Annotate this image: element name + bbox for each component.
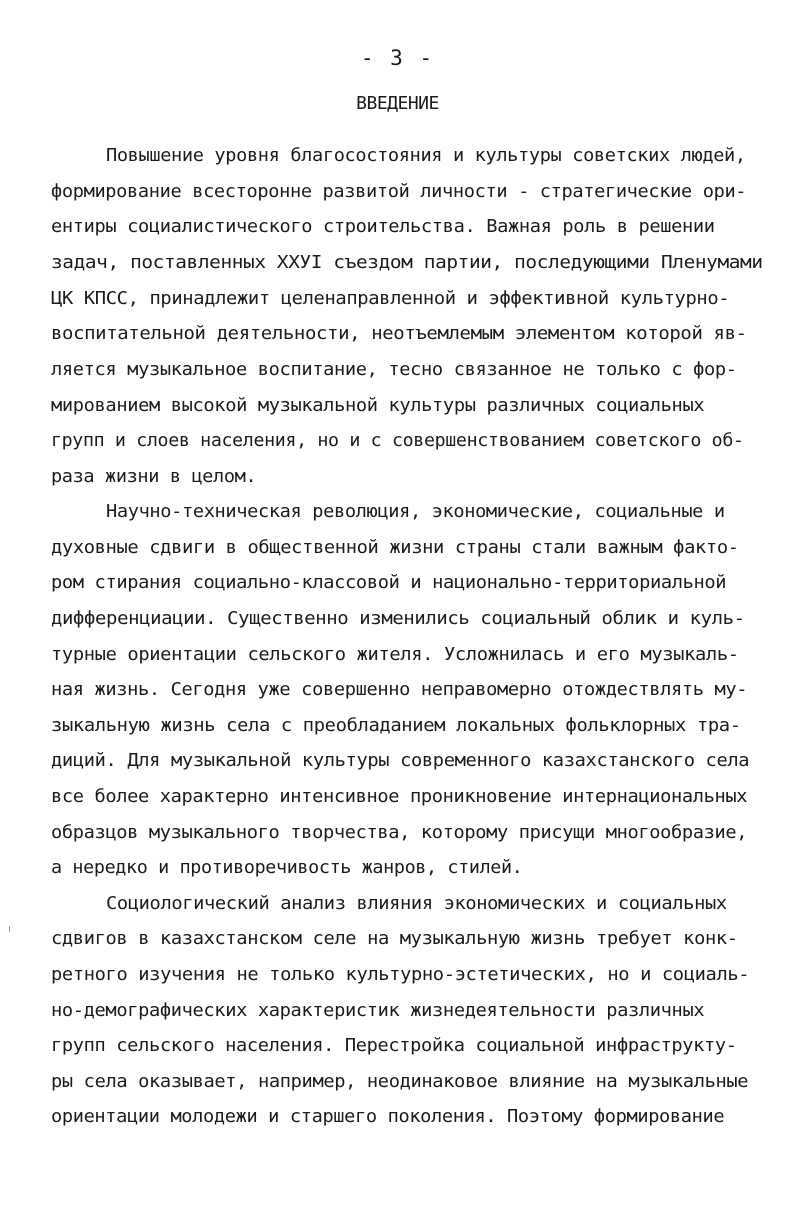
text-line: но-демографических характеристик жизнедеятельности различных: [51, 1000, 705, 1021]
text-line: групп и слоев населения, но и с совершенствованием советского об-: [51, 430, 744, 451]
text-line: Социологический анализ влияния экономических и социальных: [106, 893, 727, 914]
text-line: духовные сдвиги в общественной жизни страны стали важным факто-: [51, 537, 739, 558]
text-line: а нередко и противоречивость жанров, стилей.: [51, 857, 523, 878]
text-line: групп сельского населения. Перестройка социальной инфраструкту-: [51, 1035, 737, 1056]
text-line: задач, поставленных ХХУI съездом партии, последующими Пленумами: [51, 252, 763, 273]
text-line: ориентации молодежи и старшего поколения. Поэтому формирование: [51, 1106, 725, 1127]
text-line: ЦК КПСС, принадлежит целенаправленной и эффективной культурно-: [51, 288, 730, 309]
text-line: зыкальную жизнь села с преобладанием локальных фольклорных тра-: [51, 715, 741, 736]
text-line: ляется музыкальное воспитание, тесно связанное не только с фор-: [51, 359, 737, 380]
text-line: ром стирания социально-классовой и национально-территориальной: [51, 572, 727, 593]
text-line: диций. Для музыкальной культуры современного казахстанского села: [51, 750, 750, 771]
page-number: - 3 -: [360, 46, 435, 70]
text-line: раза жизни в целом.: [51, 466, 257, 487]
text-line: формирование всесторонне развитой личности - стратегические ори-: [51, 181, 747, 202]
text-line: Научно-техническая революция, экономические, социальные и: [106, 501, 725, 522]
text-line: дифференциации. Существенно изменились социальный облик и куль-: [51, 608, 745, 629]
text-line: воспитательной деятельности, неотъемлемым элементом которой яв-: [51, 323, 747, 344]
text-line: все более характерно интенсивное проникновение интернациональных: [51, 786, 748, 807]
margin-mark: [9, 926, 10, 932]
text-line: образцов музыкального творчества, которому присущи многообразие,: [51, 822, 748, 843]
text-line: ры села оказывает, например, неодинаковое влияние на музыкальные: [51, 1071, 749, 1092]
text-line: ретного изучения не только культурно-эстетических, но и социаль-: [51, 964, 750, 985]
text-line: сдвигов в казахстанском селе на музыкальную жизнь требует конк-: [51, 928, 738, 949]
text-line: мированием высокой музыкальной культуры различных социальных: [51, 395, 705, 416]
text-line: турные ориентации сельского жителя. Усложнилась и его музыкаль-: [51, 644, 739, 665]
text-line: ентиры социалистического строительства. Важная роль в решении: [51, 216, 715, 237]
text-line: ная жизнь. Сегодня уже совершенно неправомерно отождествлять му-: [51, 679, 748, 700]
text-line: Повышение уровня благосостояния и культуры советских людей,: [106, 145, 746, 166]
section-heading: ВВЕДЕНИЕ: [356, 93, 439, 114]
